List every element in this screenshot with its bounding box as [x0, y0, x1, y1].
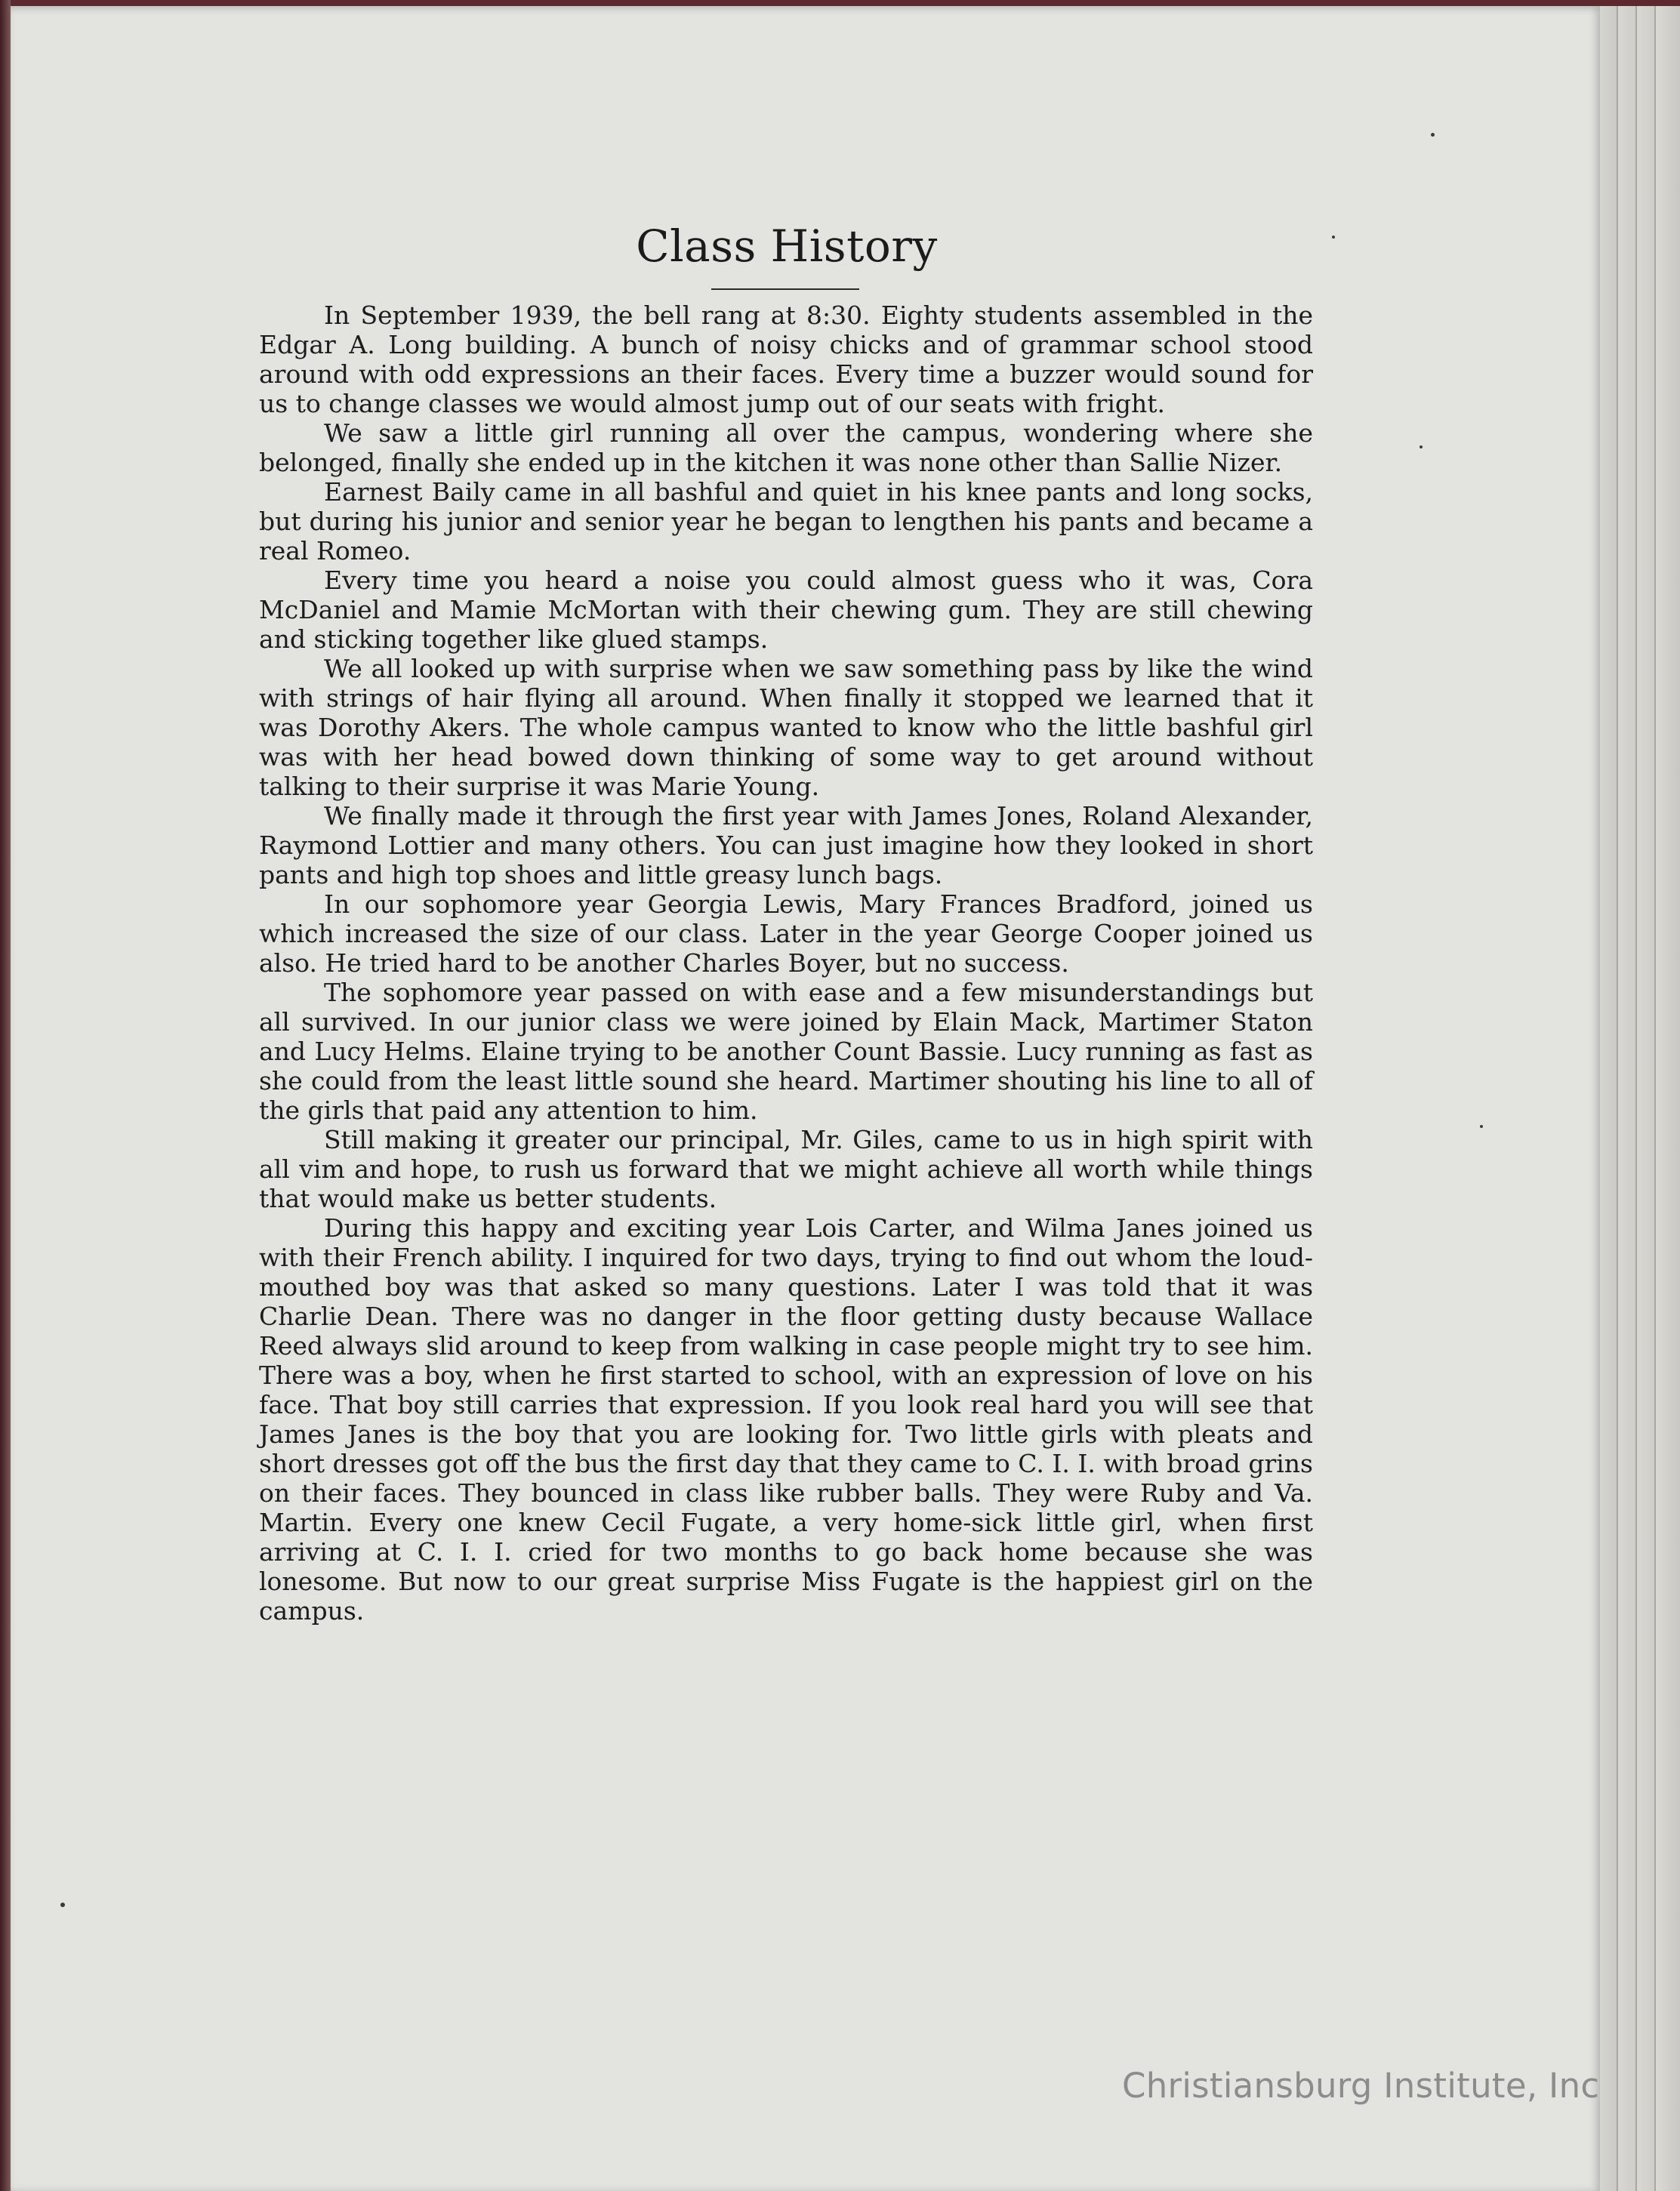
- book-spine-shadow: [0, 0, 11, 2191]
- page-edge-line: [1635, 6, 1637, 2191]
- page-stack-edges: [1600, 6, 1680, 2191]
- paper-speck: [1480, 1125, 1483, 1128]
- paper-speck: [1431, 133, 1435, 137]
- paragraph: In our sophomore year Georgia Lewis, Mary Frances Bradford, joined us which increased the size of our class. Later in the year George Cooper joined us also. He tried hard to be another Charles Boyer, but no success.: [259, 889, 1313, 978]
- paragraph: During this happy and exciting year Lois Carter, and Wilma Janes joined us with their French ability. I inquired for two days, trying to find out whom the loud-mouthed boy was that asked so many questions. Later I was told that it was Charlie Dean. There was no danger in the floor getting dusty because Wallace Reed always slid around to keep from walking in case people might try to see him. There was a boy, when he first started to school, with an expression of love on his face. That boy still carries that expression. If you look real hard you will see that James Janes is the boy that you are looking for. Two little girls with pleats and short dresses got off the bus the first day that they came to C. I. I. with broad grins on their faces. They bounced in class like rubber balls. They were Ruby and Va. Martin. Every one knew Cecil Fugate, a very home-sick little girl, when first arriving at C. I. I. cried for two months to go back home because she was lonesome. But now to our great surprise Miss Fugate is the happiest girl on the campus.: [259, 1213, 1313, 1626]
- title-underline: [711, 288, 859, 290]
- paragraph: We saw a little girl running all over the campus, wondering where she belonged, finally she ended up in the kitchen it was none other than Sallie Nizer.: [259, 418, 1313, 477]
- paragraph: In September 1939, the bell rang at 8:30. Eighty students assembled in the Edgar A. Long building. A bunch of noisy chicks and of grammar school stood around with odd expressions an their faces. Every time a buzzer would sound for us to change classes we would almost jump out of our seats with fright.: [259, 300, 1313, 418]
- paragraph: Still making it greater our principal, Mr. Giles, came to us in high spirit with all vim and hope, to rush us forward that we might achieve all worth while things that would make us better students.: [259, 1125, 1313, 1213]
- paragraph: The sophomore year passed on with ease and a few misunderstandings but all survived. In our junior class we were joined by Elain Mack, Martimer Staton and Lucy Helms. Elaine trying to be another Count Bassie. Lucy running as fast as she could from the least little sound she heard. Martimer shouting his line to all of the girls that paid any attention to him.: [259, 978, 1313, 1125]
- page-edge-line: [1654, 6, 1656, 2191]
- page-title: Class History: [636, 220, 938, 272]
- watermark-text: Christiansburg Institute, Inc: [1122, 2066, 1600, 2106]
- page-edge-line: [1617, 6, 1618, 2191]
- paper-speck: [60, 1903, 65, 1907]
- paragraph: We finally made it through the first year with James Jones, Roland Alexander, Raymond Lottier and many others. You can just imagine how they looked in short pants and high top shoes and little greasy lunch bags.: [259, 801, 1313, 889]
- paragraph: We all looked up with surprise when we saw something pass by like the wind with strings of hair flying all around. When finally it stopped we learned that it was Dorothy Akers. The whole campus wanted to know who the little bashful girl was with her head bowed down thinking of some way to get around without talking to their surprise it was Marie Young.: [259, 654, 1313, 801]
- class-history-text: [259, 300, 1313, 1626]
- paragraph: Earnest Baily came in all bashful and quiet in his knee pants and long socks, but during his junior and senior year he began to lengthen his pants and became a real Romeo.: [259, 477, 1313, 565]
- paper-speck: [1420, 445, 1423, 448]
- paragraph: Every time you heard a noise you could almost guess who it was, Cora McDaniel and Mamie McMortan with their chewing gum. They are still chewing and sticking together like glued stamps.: [259, 565, 1313, 654]
